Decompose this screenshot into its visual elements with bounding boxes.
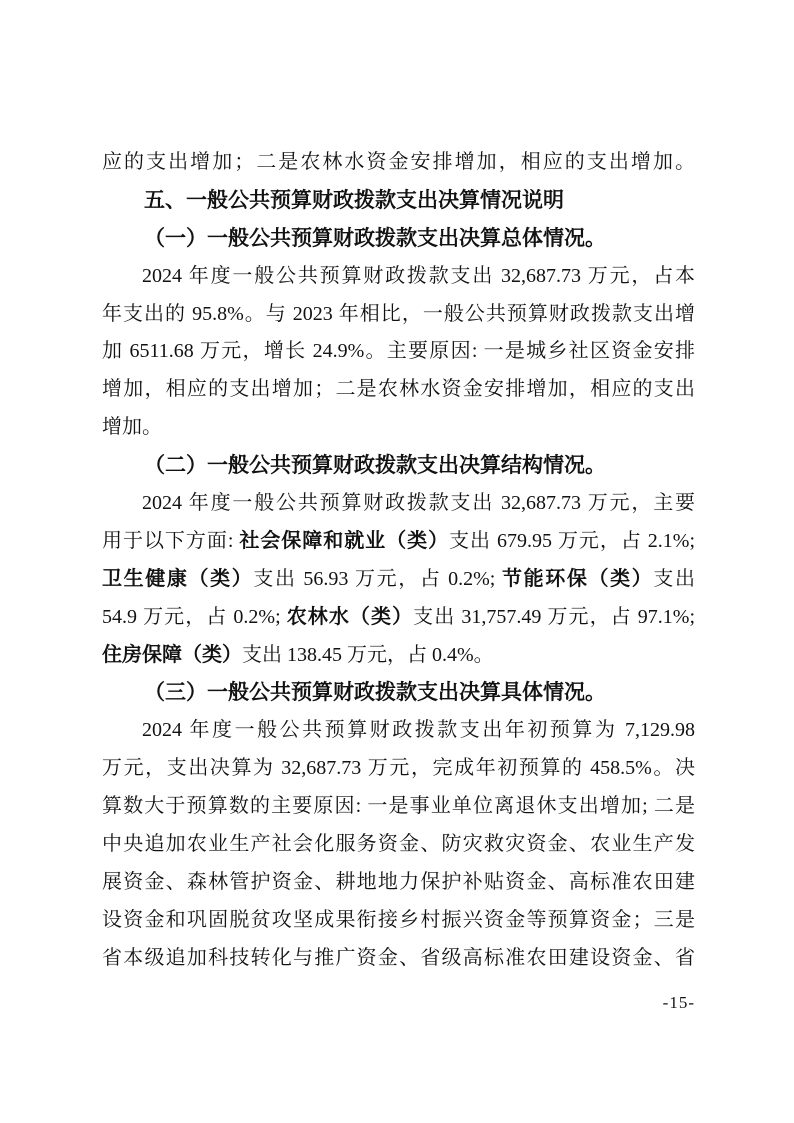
text-segment: 2024 年度一般公共预算财政拨款支出 32,687.73 万元，主要: [142, 492, 695, 515]
text-segment: 支出 679.95 万元，占 2.1%;: [449, 529, 695, 552]
text-line: [102, 296, 695, 334]
text-segment: 展资金、森林管护资金、耕地地力保护补贴资金、高标准农田建: [102, 870, 695, 893]
text-line: [102, 561, 695, 599]
text-segment: 中央追加农业生产社会化服务资金、防灾救灾资金、农业生产发: [102, 833, 695, 856]
text-segment: 年支出的 95.8%。与 2023 年相比，一般公共预算财政拨款支出增: [102, 302, 695, 325]
text-segment: 应的支出增加；二是农林水资金安排增加，相应的支出增加。: [102, 151, 695, 173]
text-line: [102, 220, 695, 258]
text-line: [102, 409, 695, 447]
text-segment: 用于以下方面:: [102, 529, 240, 552]
text-segment: 农林水（类）: [286, 605, 414, 628]
text-segment: 社会保障和就业（类）: [239, 529, 450, 552]
text-segment: 2024 年度一般公共预算财政拨款支出 32,687.73 万元，占本: [142, 264, 695, 287]
text-segment: 增加。: [102, 416, 162, 439]
text-line: [102, 637, 695, 675]
text-line: [102, 447, 695, 485]
text-segment: 五、一般公共预算财政拨款支出决算情况说明: [144, 188, 564, 212]
text-segment: 算数大于预算数的主要原因: 一是事业单位离退休支出增加; 二是: [102, 795, 695, 818]
text-line: [102, 788, 695, 826]
text-segment: 住房保障（类）: [102, 643, 242, 666]
text-segment: （一）一般公共预算财政拨款支出决算总体情况。: [144, 226, 606, 250]
text-segment: 支出 31,757.49 万元，占 97.1%;: [413, 605, 695, 628]
text-line: [102, 523, 695, 561]
text-line: [102, 599, 695, 637]
text-segment: 54.9 万元，占 0.2%;: [102, 605, 287, 628]
text-segment: （二）一般公共预算财政拨款支出决算结构情况。: [144, 454, 606, 478]
text-line: [102, 712, 695, 750]
text-line: [102, 144, 695, 182]
text-segment: 支出 56.93 万元，占 0.2%;: [253, 567, 502, 590]
text-line: [102, 902, 695, 940]
text-segment: 加 6511.68 万元，增长 24.9%。主要原因: 一是城乡社区资金安排: [102, 340, 695, 363]
text-segment: （三）一般公共预算财政拨款支出决算具体情况。: [144, 681, 606, 705]
text-segment: 2024 年度一般公共预算财政拨款支出年初预算为 7,129.98: [142, 719, 695, 742]
page-number: -15-: [662, 993, 695, 1012]
text-line: [102, 674, 695, 712]
text-segment: 卫生健康（类）: [102, 567, 254, 590]
text-line: [102, 940, 695, 978]
text-segment: 支出 138.45 万元，占 0.4%。: [242, 643, 494, 666]
text-segment: 支出: [653, 567, 695, 590]
document-body: [102, 144, 695, 978]
text-line: [102, 485, 695, 523]
text-line: [102, 826, 695, 864]
text-line: [102, 371, 695, 409]
text-line: [102, 258, 695, 296]
text-segment: 设资金和巩固脱贫攻坚成果衔接乡村振兴资金等预算资金；三是: [102, 908, 695, 931]
text-segment: 万元，支出决算为 32,687.73 万元，完成年初预算的 458.5%。决: [102, 757, 695, 780]
text-segment: 省本级追加科技转化与推广资金、省级高标准农田建设资金、省: [102, 946, 695, 969]
text-line: [102, 864, 695, 902]
text-segment: 增加，相应的支出增加；二是农林水资金安排增加，相应的支出: [102, 378, 695, 401]
text-line: [102, 750, 695, 788]
text-line: [102, 333, 695, 371]
text-segment: 节能环保（类）: [501, 567, 654, 590]
text-line: [102, 182, 695, 220]
